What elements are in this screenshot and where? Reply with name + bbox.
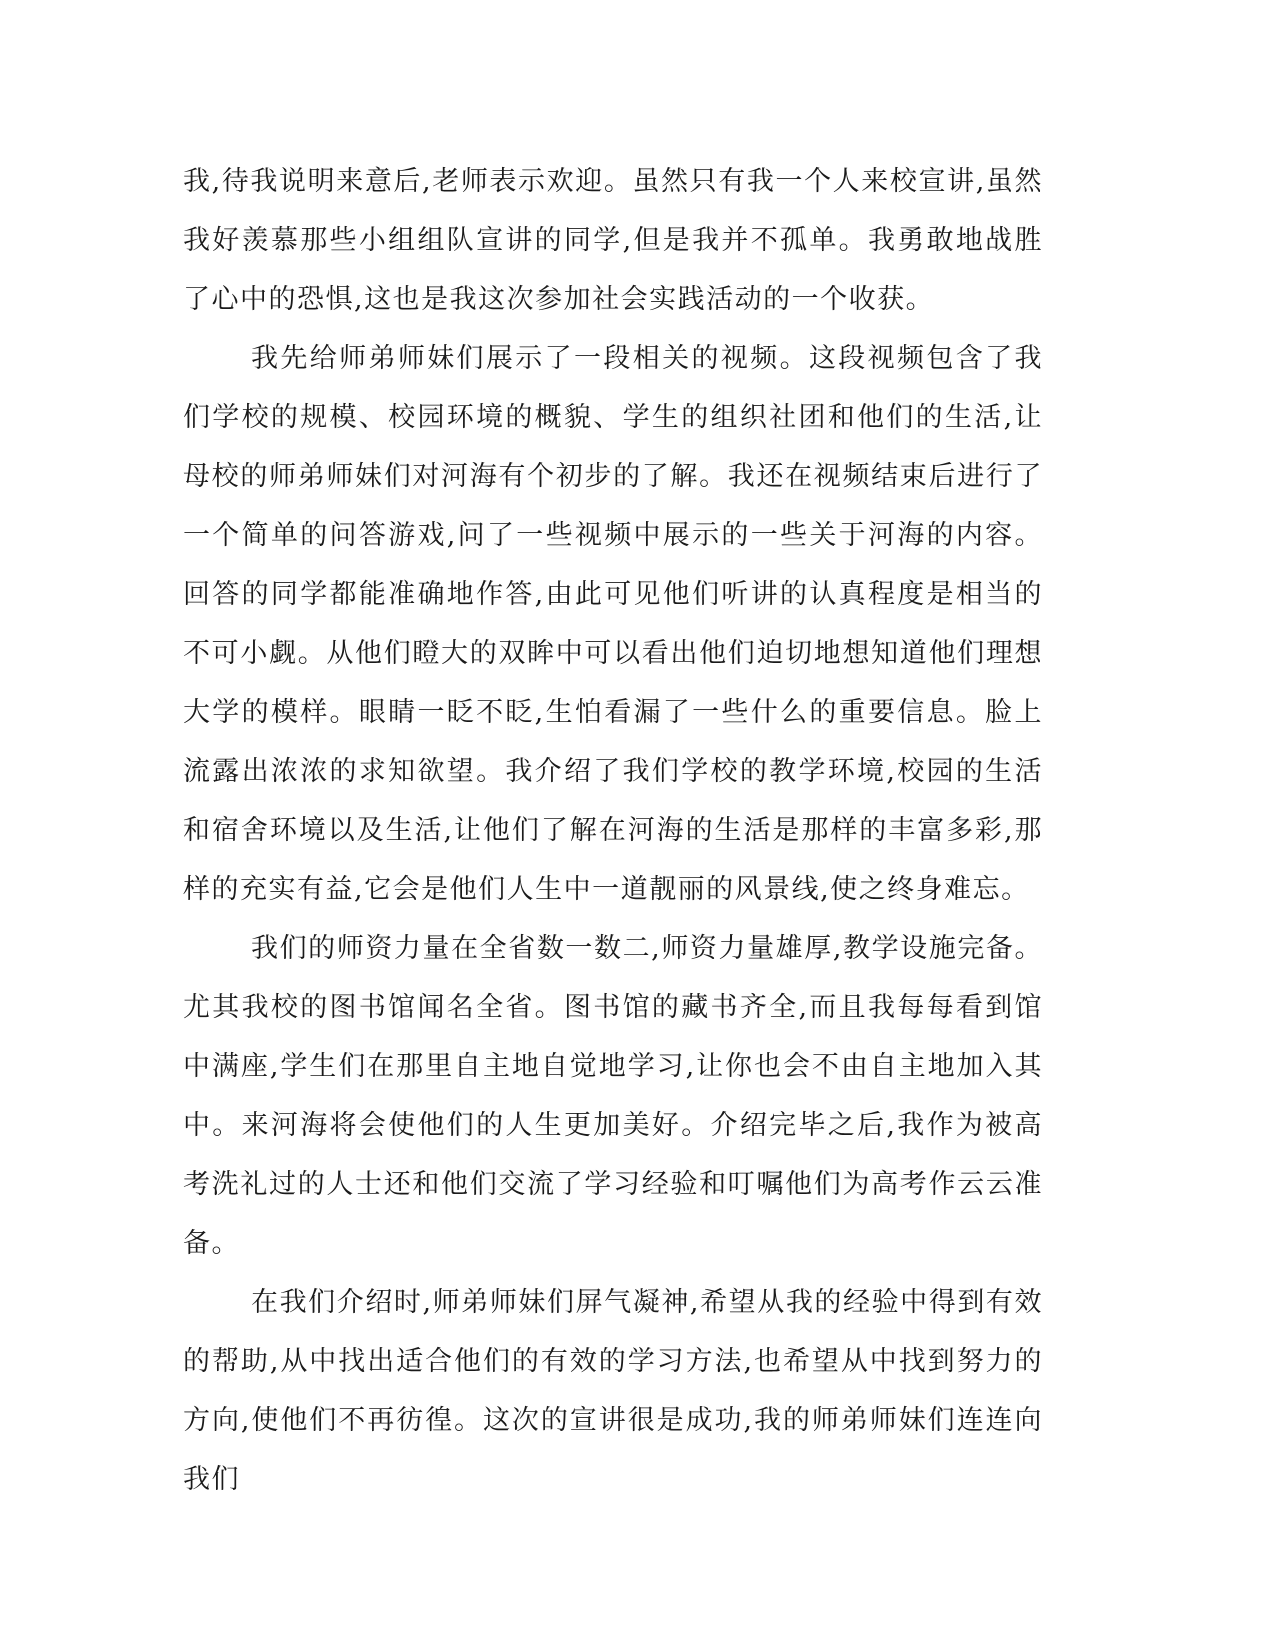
paragraph-4: 在我们介绍时,师弟师妹们屏气凝神,希望从我的经验中得到有效的帮助,从中找出适合他们的有效的学习方法,也希望从中找到努力的方向,使他们不再彷徨。这次的宣讲很是成功,我的师弟师妹们连连向我们: [183, 1287, 1043, 1495]
paragraph-3: 我们的师资力量在全省数一数二,师资力量雄厚,教学设施完备。尤其我校的图书馆闻名全省。图书馆的藏书齐全,而且我每每看到馆中满座,学生们在那里自主地自觉地学习,让你也会不由自主地加入其中。来河海将会使他们的人生更加美好。介绍完毕之后,我作为被高考洗礼过的人士还和他们交流了学习经验和叮嘱他们为高考作云云准备。: [183, 933, 1043, 1259]
paragraph-2: 我先给师弟师妹们展示了一段相关的视频。这段视频包含了我们学校的规模、校园环境的概貌、学生的组织社团和他们的生活,让母校的师弟师妹们对河海有个初步的了解。我还在视频结束后进行了一个简单的问答游戏,问了一些视频中展示的一些关于河海的内容。回答的同学都能准确地作答,由此可见他们听讲的认真程度是相当的不可小觑。从他们瞪大的双眸中可以看出他们迫切地想知道他们理想大学的模样。眼睛一眨不眨,生怕看漏了一些什么的重要信息。脸上流露出浓浓的求知欲望。我介绍了我们学校的教学环境,校园的生活和宿舍环境以及生活,让他们了解在河海的生活是那样的丰富多彩,那样的充实有益,它会是他们人生中一道靓丽的风景线,使之终身难忘。: [183, 343, 1043, 905]
body-text: [183, 152, 1043, 1509]
paragraph-1: 我,待我说明来意后,老师表示欢迎。虽然只有我一个人来校宣讲,虽然我好羡慕那些小组组队宣讲的同学,但是我并不孤单。我勇敢地战胜了心中的恐惧,这也是我这次参加社会实践活动的一个收获。: [183, 166, 1043, 315]
